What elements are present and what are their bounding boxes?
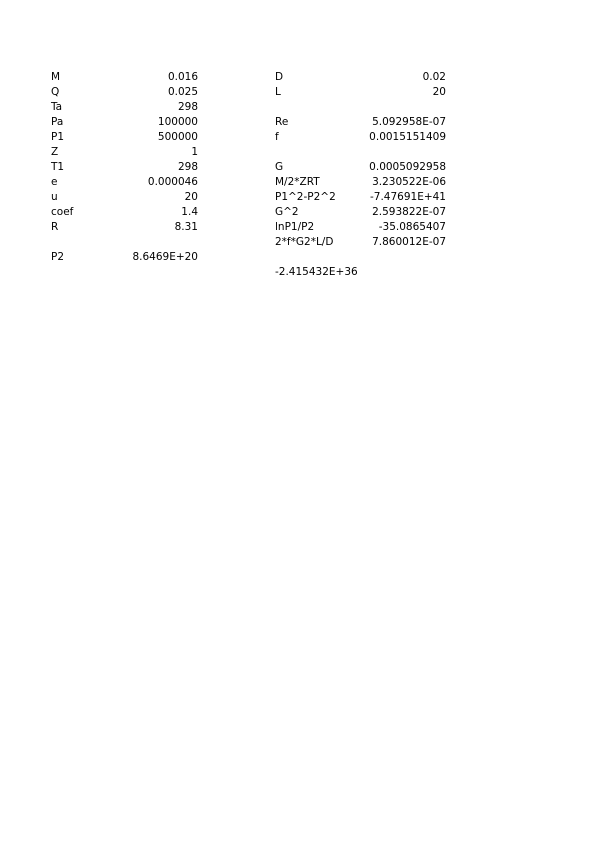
left-label: R: [51, 221, 59, 233]
left-label: T1: [51, 161, 65, 173]
left-label: Pa: [51, 116, 64, 128]
right-label: 2*f*G2*L/D: [275, 236, 334, 248]
left-value: 20: [184, 191, 198, 203]
left-label: P1: [51, 131, 65, 143]
right-value: 0.02: [422, 71, 446, 83]
right-value: 20: [432, 86, 446, 98]
right-label: M/2*ZRT: [275, 176, 320, 188]
right-value: -35.0865407: [378, 221, 446, 233]
left-value: 1: [191, 146, 198, 158]
left-label: u: [51, 191, 58, 203]
left-label: Q: [51, 86, 60, 98]
left-label: P2: [51, 251, 65, 263]
left-value: 0.000046: [147, 176, 198, 188]
right-value: 3.230522E-06: [372, 176, 446, 188]
left-label: Z: [51, 146, 59, 158]
right-label: L: [275, 86, 281, 98]
left-value: 0.025: [167, 86, 198, 98]
right-label: P1^2-P2^2: [275, 191, 336, 203]
left-label: coef: [51, 206, 74, 218]
left-label: Ta: [51, 101, 63, 113]
left-value: 500000: [157, 131, 198, 143]
right-value: 0.0015151409: [369, 131, 446, 143]
right-value: 0.0005092958: [369, 161, 446, 173]
left-value: 100000: [157, 116, 198, 128]
left-label: M: [51, 71, 61, 83]
left-value: 298: [177, 101, 198, 113]
result-value: -2.415432E+36: [275, 266, 358, 278]
right-value: -7.47691E+41: [369, 191, 446, 203]
left-value: 8.31: [174, 221, 198, 233]
right-label: f: [275, 131, 279, 143]
left-value: 1.4: [181, 206, 198, 218]
right-value: 5.092958E-07: [372, 116, 446, 128]
right-value: 2.593822E-07: [372, 206, 446, 218]
left-label: e: [51, 176, 58, 188]
left-value: 8.6469E+20: [132, 251, 198, 263]
left-value: 298: [177, 161, 198, 173]
right-label: lnP1/P2: [275, 221, 315, 233]
right-label: G: [275, 161, 284, 173]
right-value: 7.860012E-07: [372, 236, 446, 248]
right-label: G^2: [275, 206, 299, 218]
right-label: Re: [275, 116, 289, 128]
right-label: D: [275, 71, 284, 83]
left-value: 0.016: [167, 71, 198, 83]
